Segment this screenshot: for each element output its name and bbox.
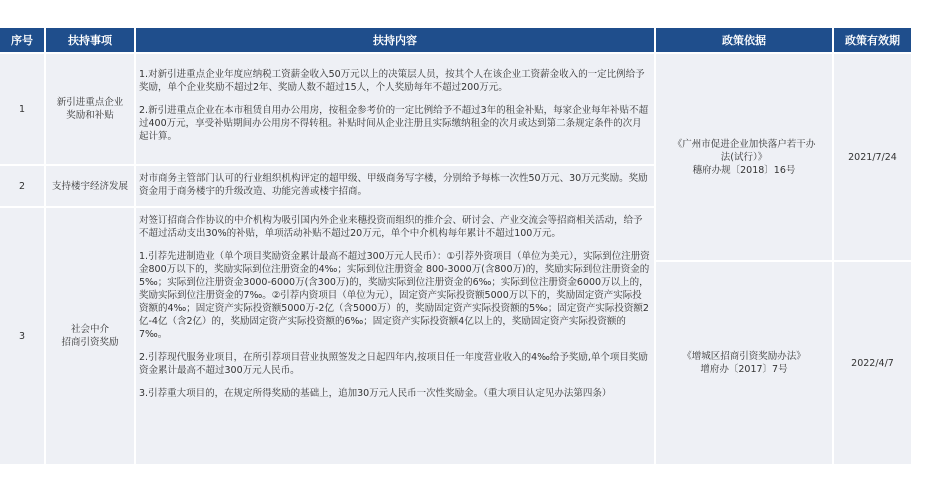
row3-item-line1: 社会中介 xyxy=(70,324,109,335)
header-validity: 政策有效期 xyxy=(834,28,911,52)
policy-1-line1: 《广州市促进企业加快落户若干办 xyxy=(672,138,816,150)
header-item: 扶持事项 xyxy=(46,28,134,52)
row3-seq xyxy=(0,208,44,464)
header-seq: 序号 xyxy=(0,28,44,52)
policy-1-line3: 穗府办规〔2018〕16号 xyxy=(692,164,796,176)
policy-1 xyxy=(656,54,832,260)
row2-content xyxy=(136,166,654,206)
row3-item xyxy=(46,208,134,464)
validity-2 xyxy=(834,262,911,464)
row3-para1: 1.引荐先进制造业（单个项目奖励资金累计最高不超过300万元人民币）：①引荐外资项目（单位为美元），实际到位注册资金800万以下的，奖励实际到位注册资金的4‰；实际到位注册资金 800-3000万(含800万)的，奖励实际到位注册资金的5‰；实际到位注册资金3000-6000万(含300万)的，奖励实际到位注册资金的6‰；实际到位注册资金6000万以上的，奖励实际到位注册资金的7‰。②引荐内资项目（单位为元），固定资产实际投资额5000万以下的，奖励固定资产实际投资额的4‰；固定资产实际投资额5000万-2亿（含5000万）的，奖励固定资产实际投资额的5‰；固定资产实际投资额2亿-4亿（含2亿）的，奖励固定资产实际投资额的6‰；固定资产实际投资额4亿以上的，奖励固定资产实际投资额的7‰。 xyxy=(139,251,650,340)
row1-item xyxy=(46,54,134,164)
policy-2 xyxy=(656,262,832,464)
header-content: 扶持内容 xyxy=(136,28,654,52)
policy-1-line2: 法(试行）》 xyxy=(720,151,768,163)
row1-seq xyxy=(0,54,44,164)
row3-para2: 2.引荐现代服务业项目，在所引荐项目营业执照签发之日起四年内,按项目任一年度营业收入的4‰给予奖励,单个项目奖励资金累计最高不超过300万元人民币。 xyxy=(139,352,648,376)
row1-para2: 2.新引进重点企业在本市租赁自用办公用房，按租金参考价的一定比例给予不超过3年的租金补贴，每家企业每年补贴不超过400万元，享受补贴期间办公用房不得转租。补贴时间从企业注册且实际缴纳租金的次月或达到第二条规定条件的次月起计算。 xyxy=(139,105,649,142)
row1-seq-text: 1 xyxy=(18,103,26,115)
policy-2-line1: 《增城区招商引资奖励办法》 xyxy=(682,351,806,362)
validity-1-text: 2021/7/24 xyxy=(848,151,897,163)
row2-item xyxy=(46,166,134,206)
row1-para1: 1.对新引进重点企业年度应纳税工资薪金收入50万元以上的决策层人员，按其个人在该企业工资薪金收入的一定比例给予奖励，单个企业奖励不超过2年、奖励人数不超过15人，个人奖励每年不超过200万元。 xyxy=(139,69,645,93)
row3-para3: 3.引荐重大项目的，在规定所得奖励的基础上，追加30万元人民币一次性奖励金。（重大项目认定见办法第四条） xyxy=(139,388,612,399)
row3-para0: 对签订招商合作协议的中介机构为吸引国内外企业来穗投资而组织的推介会、研讨会、产业交流会等招商相关活动，给予不超过活动支出30%的补贴，单项活动补贴不超过20万元，单个中介机构每年累计不超过100万元。 xyxy=(139,215,643,239)
header-policy: 政策依据 xyxy=(656,28,832,52)
row1-content xyxy=(136,54,654,164)
row2-seq xyxy=(0,166,44,206)
row3-seq-text: 3 xyxy=(18,330,26,342)
validity-1 xyxy=(834,54,911,260)
row2-seq-text: 2 xyxy=(18,180,26,192)
validity-2-text: 2022/4/7 xyxy=(851,357,894,369)
row2-para: 对市商务主管部门认可的行业组织机构评定的超甲级、甲级商务写字楼，分别给予每栋一次性50万元、30万元奖励。奖励资金用于商务楼宇的升级改造、功能完善或楼宇招商。 xyxy=(139,173,648,197)
row1-item-line1: 新引进重点企业 xyxy=(56,97,124,108)
row3-content xyxy=(136,208,654,464)
row1-item-line2: 奖励和补贴 xyxy=(66,110,114,121)
policy-2-line2: 增府办〔2017〕7号 xyxy=(700,364,788,375)
row3-item-line2: 招商引资奖励 xyxy=(61,337,119,348)
row2-item-text: 支持楼宇经济发展 xyxy=(51,180,128,192)
